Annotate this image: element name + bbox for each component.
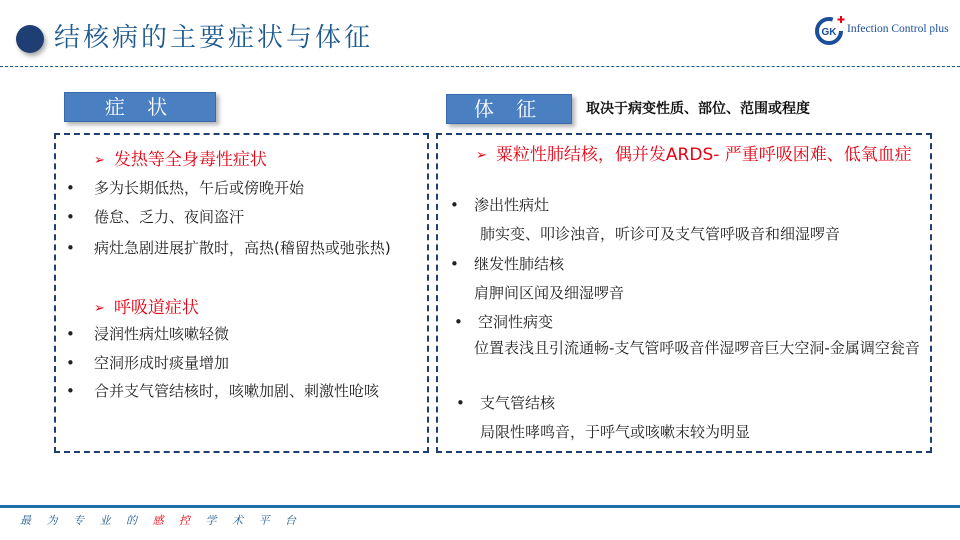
list-item [456,393,556,414]
list-item [66,207,414,228]
signs-heading-miliary [476,145,926,167]
list-item-text: 多为长期低热，午后或傍晚开始 [94,179,305,197]
bullet-dot-icon: • [450,196,459,214]
list-item-text: 倦怠、乏力、夜间盗汗 [94,208,245,226]
symptoms-heading-respiratory [94,297,199,321]
list-item-detail: 肩胛间区闻及细湿啰音 [474,284,625,302]
tab-symptoms: 症 状 [64,92,216,122]
heading-text: 呼吸道症状 [113,298,199,318]
bullet-dot-icon: • [66,208,75,226]
list-item [454,312,554,333]
list-item-text: 合并支气管结核时，咳嗽加剧、刺激性呛咳 [94,382,380,400]
arrow-icon: ➢ [94,153,105,168]
list-item-text: 浸润性病灶咳嗽轻微 [94,325,230,343]
page-title: 结核病的主要症状与体征 [54,23,374,53]
bullet-dot-icon: • [66,179,75,197]
bullet-dot-icon: • [66,239,75,257]
arrow-icon: ➢ [476,148,487,163]
list-item-detail: 肺实变、叩诊浊音，听诊可及支气管呼吸音和细湿啰音 [480,225,841,243]
list-item [450,254,565,275]
footer-divider [0,505,960,508]
list-item-detail: 位置表浅且引流通畅-支气管呼吸音伴湿啰音巨大空洞-金属调空瓮音 [474,339,920,357]
list-item-title: 支气管结核 [480,394,556,412]
header-divider [0,66,960,67]
list-item [450,195,550,216]
list-item [66,381,414,402]
header-dot-icon [16,25,44,53]
list-item [66,238,414,259]
gk-logo-icon [814,14,846,46]
list-item-text: 空洞形成时痰量增加 [94,354,230,372]
list-item [66,178,414,199]
list-item-title: 空洞性病变 [478,313,554,331]
bullet-dot-icon: • [454,313,463,331]
logo-text: Infection Control plus [847,23,949,35]
heading-text: 粟粒性肺结核，偶并发ARDS- 严重呼吸困难、低氧血症 [495,145,912,165]
bullet-dot-icon: • [66,382,75,400]
symptoms-heading-fever [94,149,267,173]
list-item-detail: 局限性哮鸣音，于呼气或咳嗽末较为明显 [480,423,751,441]
bullet-dot-icon: • [456,394,465,412]
tab-signs: 体 征 [446,94,572,124]
arrow-icon: ➢ [94,301,105,316]
signs-panel [436,133,932,453]
symptoms-panel [54,133,429,453]
list-item-text: 病灶急剧进展扩散时，高热(稽留热或弛张热) [94,239,391,257]
list-item [66,353,414,374]
footer-slogan [20,512,302,528]
list-item [66,324,414,345]
list-item-title: 渗出性病灶 [474,196,550,214]
heading-text: 发热等全身毒性症状 [113,150,267,170]
bullet-dot-icon: • [450,255,459,273]
bullet-dot-icon: • [66,354,75,372]
svg-text:GK: GK [821,27,837,38]
slogan-text: 最 为 专 业 的 [20,514,153,527]
bullet-dot-icon: • [66,325,75,343]
list-item-title: 继发性肺结核 [474,255,565,273]
slogan-text: 学 术 平 台 [195,514,302,527]
slogan-highlight: 感 控 [152,514,196,527]
signs-note: 取决于病变性质、部位、范围或程度 [586,101,810,117]
